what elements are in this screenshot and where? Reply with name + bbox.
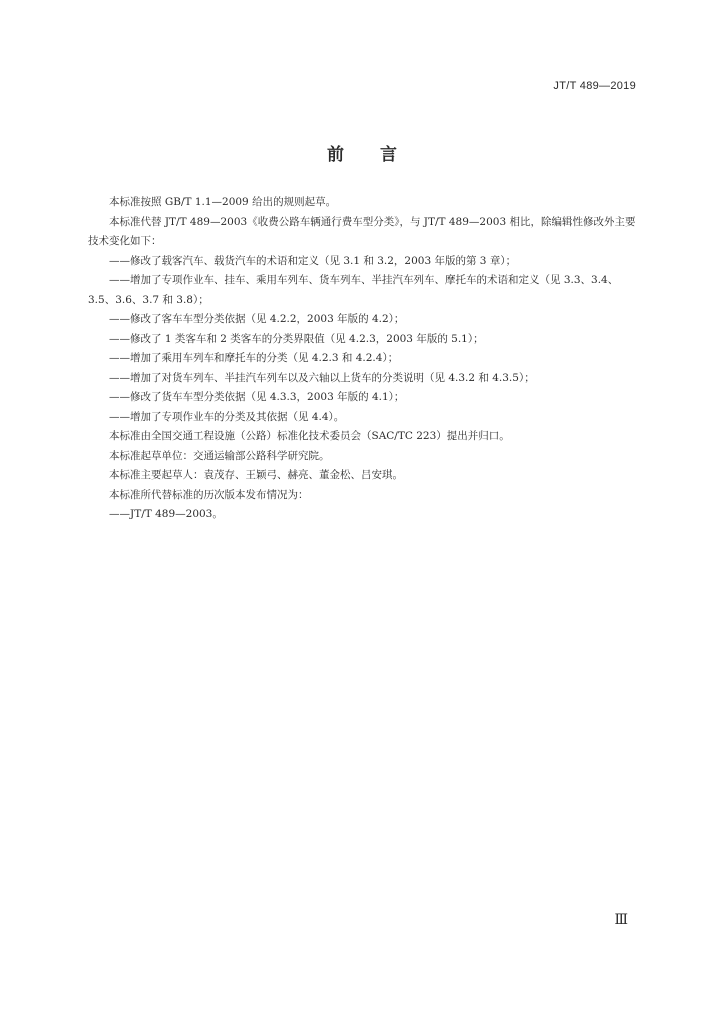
change-item: ——修改了 1 类客车和 2 类客车的分类界限值（见 4.2.3，2003 年版的 5.1）； <box>109 332 484 345</box>
paragraph: 本标准由全国交通工程设施（公路）标准化技术委员会（SAC/TC 223）提出并归口。 <box>109 430 510 442</box>
foreword-body <box>88 193 636 525</box>
page-number: Ⅲ <box>614 912 628 928</box>
change-item: ——增加了专项作业车、挂车、乘用车列车、货车列车、半挂汽车列车、摩托车的术语和定义（见 3.3、3.4、3.5、3.6、3.7 和 3.8）； <box>88 274 619 306</box>
paragraph: 本标准所代替标准的历次版本发布情况为： <box>109 488 309 501</box>
change-item: ——增加了专项作业车的分类及其依据（见 4.4）。 <box>109 410 345 423</box>
change-item: ——增加了对货车列车、半挂汽车列车以及六轴以上货车的分类说明（见 4.3.2 和 4.3.5）； <box>109 371 535 384</box>
paragraph: 本标准按照 GB/T 1.1—2009 给出的规则起草。 <box>109 196 337 208</box>
change-item: ——修改了载客汽车、载货汽车的术语和定义（见 3.1 和 3.2，2003 年版的第 3 章）； <box>109 254 517 267</box>
change-item: ——修改了货车车型分类依据（见 4.3.3，2003 年版的 4.1）； <box>109 391 405 403</box>
change-item: ——增加了乘用车列车和摩托车的分类（见 4.2.3 和 4.2.4）； <box>109 352 399 364</box>
paragraph: 本标准主要起草人：袁茂存、王颖弓、赫亮、董金松、吕安琪。 <box>109 469 403 481</box>
paragraph: 本标准起草单位：交通运输部公路科学研究院。 <box>109 449 330 462</box>
change-item: ——JT/T 489—2003。 <box>109 508 223 520</box>
paragraph: 本标准代替 JT/T 489—2003《收费公路车辆通行费车型分类》，与 JT/T 489—2003 相比，除编辑性修改外主要技术变化如下： <box>88 215 636 247</box>
page-title: 前 言 <box>327 145 397 165</box>
change-item: ——修改了客车车型分类依据（见 4.2.2，2003 年版的 4.2）； <box>109 313 405 325</box>
standard-number: JT/T 489—2019 <box>553 80 636 92</box>
